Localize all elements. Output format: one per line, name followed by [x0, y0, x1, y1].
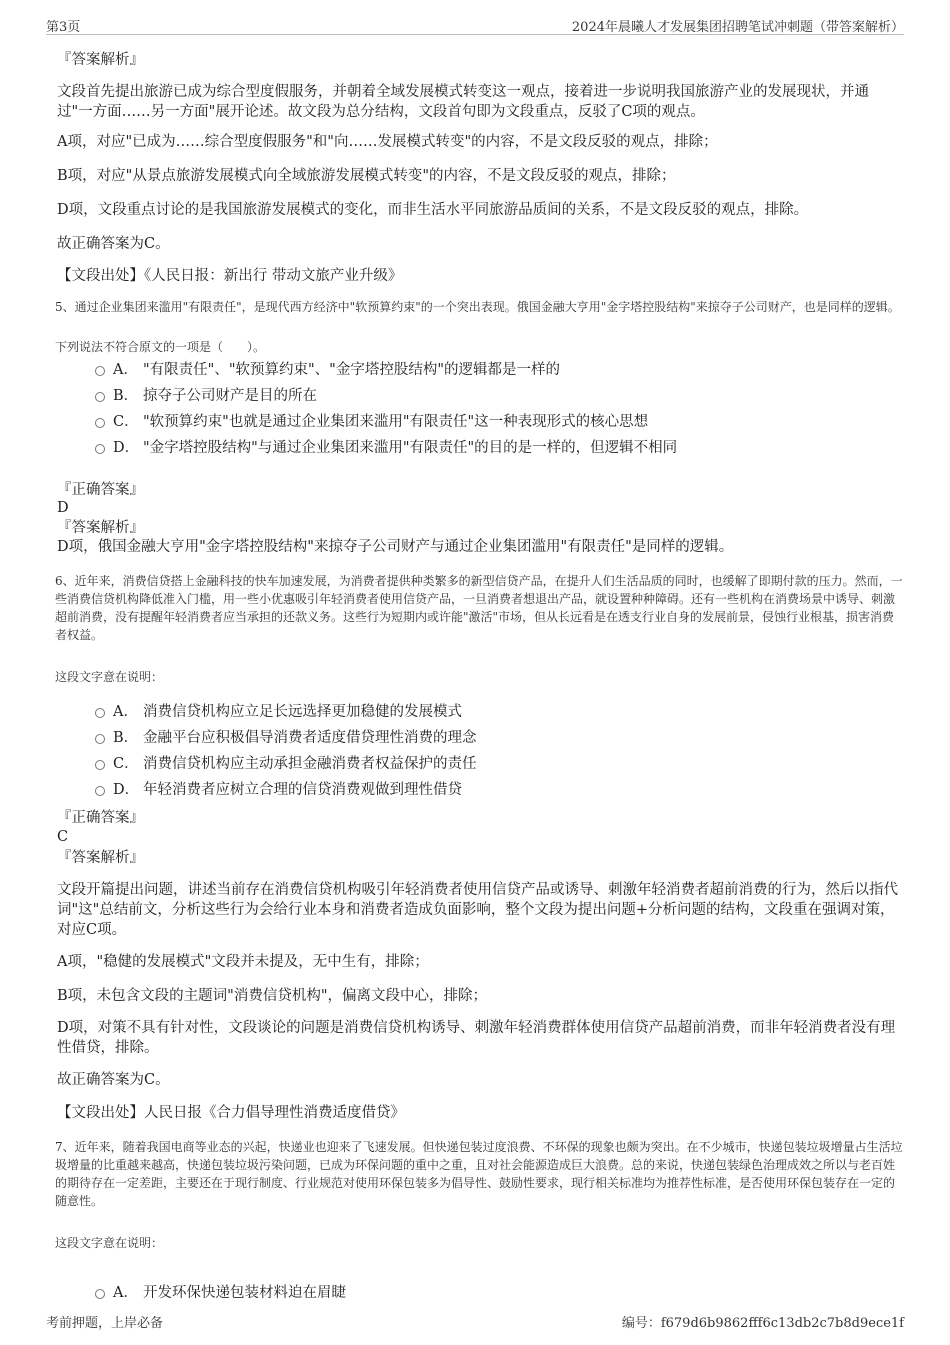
q4-analysis-p3: B项，对应"从景点旅游发展模式向全域旅游发展模式转变"的内容，不是文段反驳的观点，排除；	[57, 168, 676, 184]
q5-answer: D	[57, 500, 69, 516]
q6-stem: 6、近年来，消费信贷搭上金融科技的快车加速发展，为消费者提供种类繁多的新型信贷产品，在提升人们生活品质的同时，也缓解了即期付款的压力。然而，一些消费信贷机构降低准入门槛，用一些小优惠吸引年轻消费者使用信贷产品，一旦消费者想退出产品，就设置种种障碍。还有一些机构在消费场景中诱导、刺激超前消费，没有提醒年轻消费者应当承担的还款义务。这些行为短期内或许能"激活"市场，但从长远看是在透支行业自身的发展前景，侵蚀行业根基，损害消费者权益。	[55, 574, 903, 642]
radio-icon[interactable]	[95, 444, 105, 454]
q5-option-d[interactable]: D． "金字塔控股结构"与通过企业集团来滥用"有限责任"的目的是一样的，但逻辑不相同	[95, 438, 677, 458]
radio-icon[interactable]	[95, 366, 105, 376]
q6-option-c[interactable]: C． 消费信贷机构应主动承担金融消费者权益保护的责任	[95, 754, 477, 774]
q5-option-a[interactable]: A． "有限责任"、"软预算约束"、"金字塔控股结构"的逻辑都是一样的	[95, 360, 560, 380]
q5-analysis-heading: 『答案解析』	[57, 520, 144, 536]
page-header	[46, 14, 904, 35]
q6-source: 【文段出处】人民日报《合力倡导理性消费适度借贷》	[57, 1105, 405, 1121]
q4-source: 【文段出处】《人民日报：新出行 带动文旅产业升级》	[57, 268, 403, 284]
radio-icon[interactable]	[95, 708, 105, 718]
q6-analysis-p3: B项，未包含文段的主题词"消费信贷机构"，偏离文段中心，排除；	[57, 988, 487, 1004]
q4-analysis-heading: 『答案解析』	[57, 52, 144, 68]
q5-option-b[interactable]: B． 掠夺子公司财产是目的所在	[95, 386, 317, 406]
radio-icon[interactable]	[95, 760, 105, 770]
q4-analysis-p4: D项，文段重点讨论的是我国旅游发展模式的变化，而非生活水平同旅游品质间的关系，不是文段反驳的观点，排除。	[57, 202, 809, 218]
document-title: 2024年晨曦人才发展集团招聘笔试冲刺题（带答案解析）	[571, 20, 904, 35]
q4-analysis-p2: A项，对应"已成为……综合型度假服务"和"向……发展模式转变"的内容，不是文段反驳的观点，排除；	[57, 134, 718, 150]
q5-option-c[interactable]: C． "软预算约束"也就是通过企业集团来滥用"有限责任"这一种表现形式的核心思想	[95, 412, 648, 432]
q6-analysis-p1: 文段开篇提出问题，讲述当前存在消费信贷机构吸引年轻消费者使用信贷产品或诱导、刺激年轻消费者超前消费的行为，然后以指代词"这"总结前文，分析这些行为会给行业本身和消费者造成负面影响，整个文段为提出问题+分析问题的结构，文段重在强调对策，对应C项。	[57, 882, 898, 938]
q5-answer-heading: 『正确答案』	[57, 482, 144, 498]
radio-icon[interactable]	[95, 418, 105, 428]
q6-answer: C	[57, 829, 69, 845]
q5-stem: 5、通过企业集团来滥用"有限责任"，是现代西方经济中"软预算约束"的一个突出表现。俄国金融大亨用"金字塔控股结构"来掠夺子公司财产，也是同样的逻辑。	[55, 300, 900, 314]
q4-analysis-p1: 文段首先提出旅游已成为综合型度假服务，并朝着全域发展模式转变这一观点，接着进一步说明我国旅游产业的发展现状，并通过"一方面……另一方面"展开论述。故文段为总分结构，文段首句即为文段重点，反驳了C项的观点。	[57, 84, 869, 120]
q5-prompt: 下列说法不符合原文的一项是（ ）。	[55, 340, 266, 354]
q6-option-d[interactable]: D． 年轻消费者应树立合理的信贷消费观做到理性借贷	[95, 780, 462, 800]
q6-prompt: 这段文字意在说明：	[55, 670, 164, 684]
radio-icon[interactable]	[95, 1289, 105, 1299]
q5-analysis: D项，俄国金融大亨用"金字塔控股结构"来掠夺子公司财产与通过企业集团滥用"有限责任"是同样的逻辑。	[57, 539, 734, 555]
q7-prompt: 这段文字意在说明：	[55, 1236, 164, 1250]
q6-option-b[interactable]: B． 金融平台应积极倡导消费者适度借贷理性消费的理念	[95, 728, 477, 748]
radio-icon[interactable]	[95, 786, 105, 796]
document-id: 编号：f679d6b9862fff6c13db2c7b8d9ece1f	[621, 1316, 904, 1331]
q7-option-a[interactable]: A． 开发环保快递包装材料迫在眉睫	[95, 1283, 346, 1303]
q6-analysis-p2: A项，"稳健的发展模式"文段并未提及，无中生有，排除；	[57, 954, 429, 970]
q6-answer-heading: 『正确答案』	[57, 810, 144, 826]
q7-stem: 7、近年来，随着我国电商等业态的兴起，快递业也迎来了飞速发展。但快递包装过度浪费、不环保的现象也颇为突出。在不少城市，快递包装垃圾增量占生活垃圾增量的比重越来越高，快递包装垃圾污染问题，已成为环保问题的重中之重，且对社会能源造成巨大浪费。总的来说，快递包装绿色治理成效之所以与老百姓的期待存在一定差距，主要还在于现行制度、行业规范对使用环保包装多为倡导性、鼓励性要求，现行相关标准均为推荐性标准，是否使用环保包装存在一定的随意性。	[55, 1140, 903, 1208]
q6-analysis-heading: 『答案解析』	[57, 850, 144, 866]
radio-icon[interactable]	[95, 734, 105, 744]
q6-option-a[interactable]: A． 消费信贷机构应立足长远选择更加稳健的发展模式	[95, 702, 462, 722]
footer-slogan: 考前押题，上岸必备	[46, 1316, 164, 1331]
q6-conclusion: 故正确答案为C。	[57, 1072, 170, 1088]
radio-icon[interactable]	[95, 392, 105, 402]
q6-analysis-p4: D项，对策不具有针对性，文段谈论的问题是消费信贷机构诱导、刺激年轻消费群体使用信贷产品超前消费，而非年轻消费者没有理性借贷，排除。	[57, 1020, 896, 1056]
q4-conclusion: 故正确答案为C。	[57, 236, 170, 252]
page-number: 第3页	[46, 20, 81, 35]
